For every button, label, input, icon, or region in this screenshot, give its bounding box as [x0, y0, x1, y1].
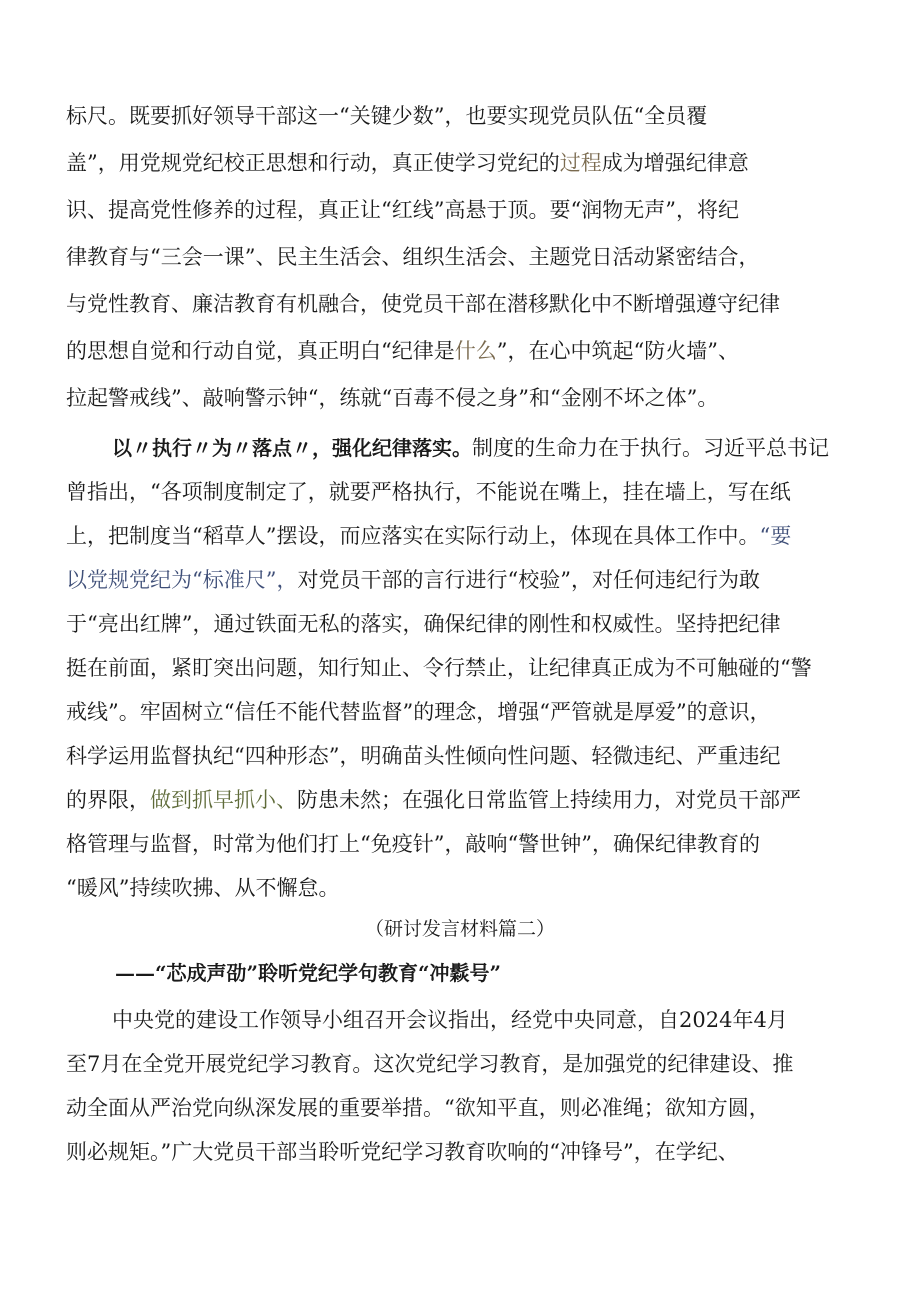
text-run: 识、提高党性修养的过程，真正让“红线”高悬于顶。要“润物无声”，将纪	[66, 198, 739, 222]
text-run-highlight: “要	[759, 524, 792, 548]
text-run: “暖风”持续吹拂、从不懈怠。	[66, 876, 340, 900]
text-run: 防患未然；在强化日常监管上持续用力，对党员干部严	[297, 788, 801, 812]
text-run: 中央党的建设工作领导小组召开会议指出，经党中央同意，自2024年4月	[112, 1008, 788, 1032]
p1-line-4	[66, 243, 759, 271]
text-run: 与党性教育、廉洁教育有机融合，使党员干部在潜移默化中不断增强遵守纪律	[66, 292, 780, 316]
p2-line-7	[66, 698, 771, 726]
text-run: 曾指出，“各项制度制定了，就要严格执行，不能说在嘴上，挂在墙上，写在纸	[66, 480, 791, 504]
text-run: 挺在前面，紧盯突出问题，知行知止、令行禁止，让纪律真正成为不可触碰的“警	[66, 656, 812, 680]
p2-line-6	[66, 654, 812, 682]
text-run: 拉起警戒线”、敲响警示钟“，练就“百毒不侵之身”和“金刚不坏之体”。	[66, 386, 719, 410]
text-run: 动全面从严治党向纵深发展的重要举措。“欲知平直，则必准绳；欲知方圆，	[66, 1096, 770, 1120]
p1-line-1	[66, 102, 707, 130]
text-run: 制度的生命力在于执行。习近平总书记	[472, 436, 829, 460]
p1-line-7	[66, 384, 718, 412]
text-run: 格管理与监督，时常为他们打上“免疫针”，敲响“警世钟”，确保纪律教育的	[66, 832, 760, 856]
text-run-highlight: 什么	[454, 339, 497, 363]
text-run: 律教育与“三会一课”、民主生活会、组织生活会、主题党日活动紧密结合，	[66, 245, 760, 269]
p2-line-3	[66, 522, 791, 550]
text-run: 于“亮出红牌”，通过铁面无私的落实，确保纪律的刚性和权威性。坚持把纪律	[66, 612, 781, 636]
text-run: 标尺。既要抓好领导干部这一“关键少数”，也要实现党员队伍“全员覆	[66, 104, 708, 128]
text-run: ”，在心中筑起“防火墙”、	[496, 339, 739, 363]
p1-line-6	[66, 337, 739, 365]
p2-line-9	[66, 786, 801, 814]
p3-line-3	[66, 1094, 770, 1122]
p1-line-2	[66, 149, 749, 177]
text-run: 的思想自觉和行动自觉，真正明白“纪律是	[66, 339, 455, 363]
text-run-highlight: 做到抓早抓小、	[150, 788, 297, 812]
text-run: 科学运用监督执纪“四种形态”，明确苗头性倾向性问题、轻微违纪、严重违纪	[66, 744, 781, 768]
section-subtitle	[115, 959, 501, 987]
text-run: 上，把制度当“稻草人”摆设，而应落实在实际行动上，体现在具体工作中。	[66, 524, 760, 548]
text-run: 的界限，	[66, 788, 150, 812]
p2-line-8	[66, 742, 780, 770]
text-run: 对党员干部的言行进行“校验”，对任何违纪行为敢	[297, 568, 760, 592]
paragraph-heading: 以〃执行〃为〃落点〃，强化纪律落实。	[112, 436, 472, 460]
text-run: 则必规矩。”广大党员干部当聆听党纪学习教育吹响的“冲锋号”，在学纪、	[66, 1140, 739, 1164]
text-run-highlight: 过程	[559, 151, 602, 175]
p1-line-3	[66, 196, 739, 224]
text-run: 至7月在全党开展党纪学习教育。这次党纪学习教育，是加强党的纪律建设、推	[66, 1052, 794, 1076]
text-run: 盖”，用党规党纪校正思想和行动，真正使学习党纪的	[66, 151, 560, 175]
text-run: 戒线”。牢固树立“信任不能代替监督”的理念，增强“严管就是厚爱”的意识，	[66, 700, 771, 724]
text-run-highlight: 以党规党纪为“标准尺”，	[66, 568, 298, 592]
text-run: 成为增强纪律意	[601, 151, 749, 175]
section-label-text: （研讨发言材料篇二）	[365, 918, 556, 940]
p3-line-2	[66, 1050, 793, 1078]
p1-line-5	[66, 290, 780, 318]
section-label	[365, 915, 555, 943]
p2-line-1	[112, 434, 829, 462]
p2-line-10	[66, 830, 760, 858]
p2-line-4	[66, 566, 760, 594]
p2-line-11	[66, 874, 339, 902]
p3-line-1	[112, 1006, 788, 1034]
p2-line-5	[66, 610, 780, 638]
p3-line-4	[66, 1138, 739, 1166]
p2-line-2	[66, 478, 791, 506]
section-subtitle-text: ——“芯成声劭”聆听党纪学句教育“冲鬏号”	[115, 961, 502, 985]
